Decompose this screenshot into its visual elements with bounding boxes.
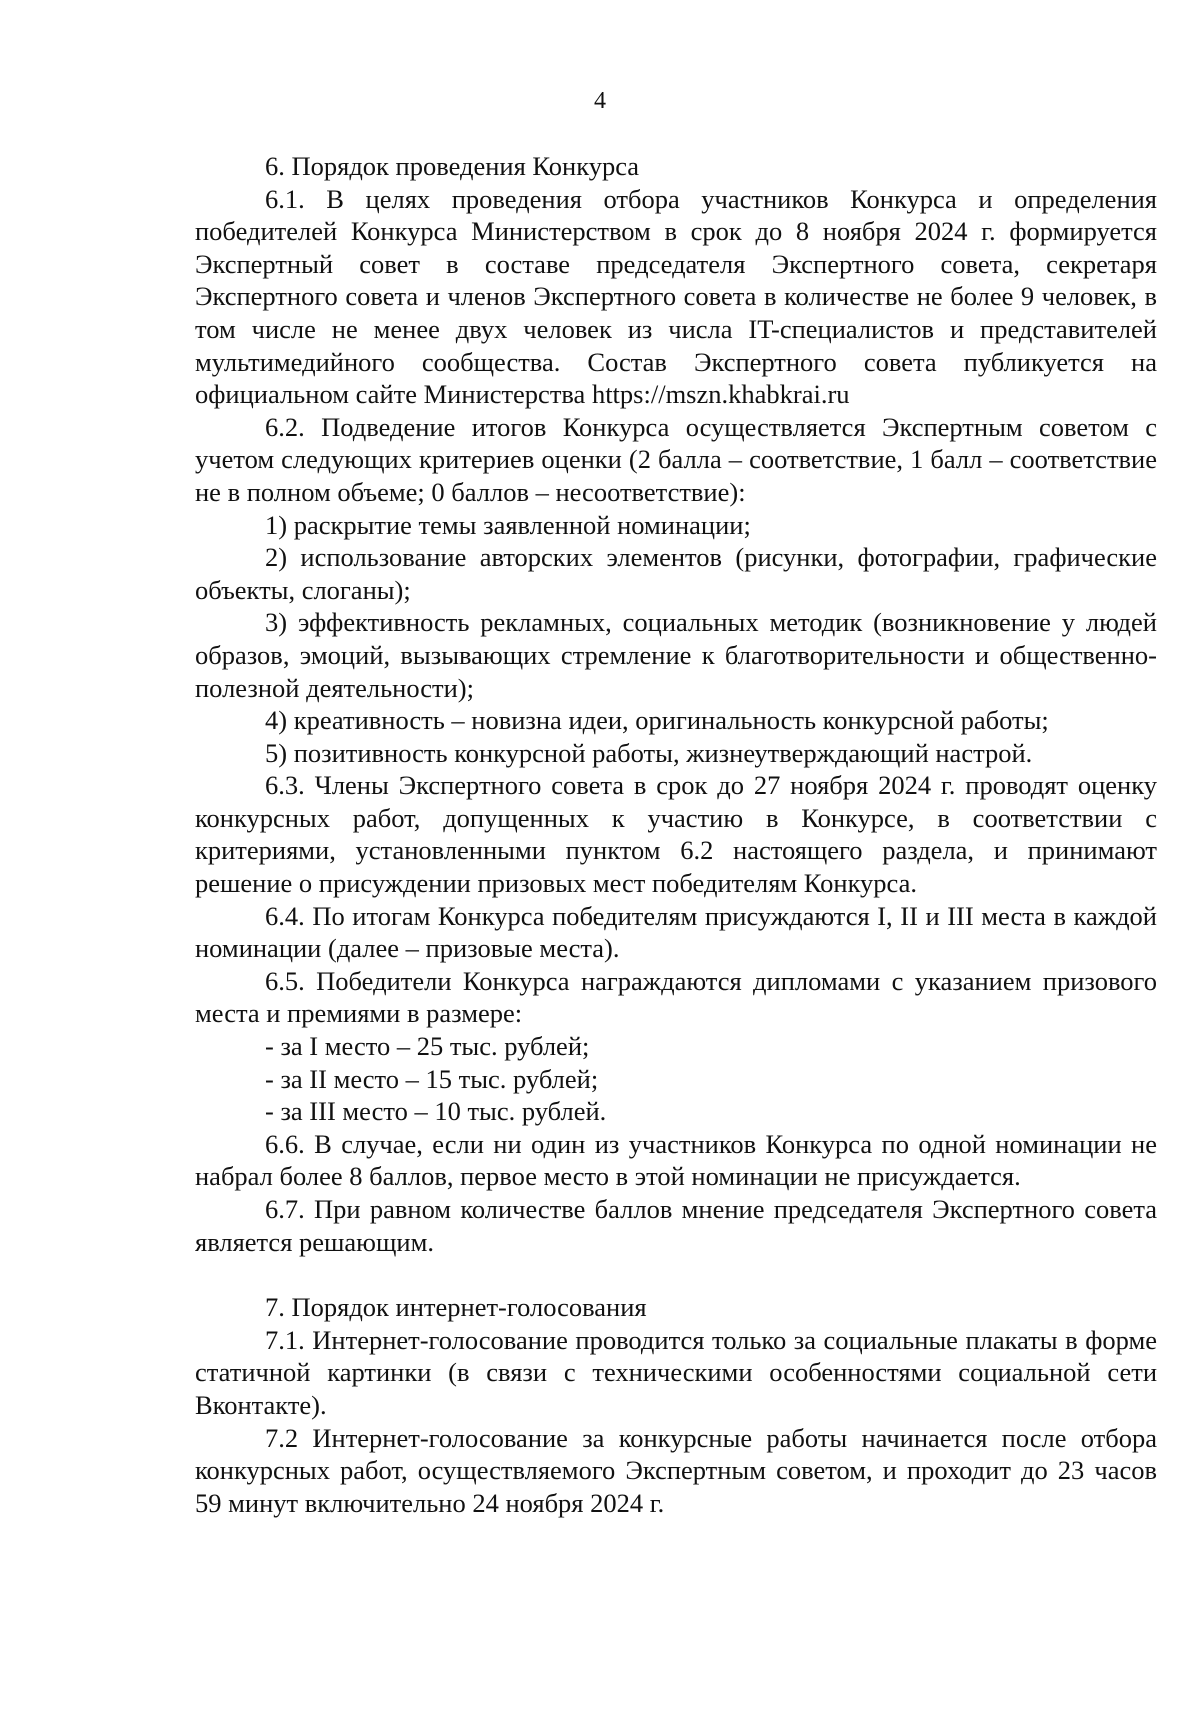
criterion-4: 4) креативность – новизна идеи, оригинальность конкурсной работы; — [265, 705, 1049, 736]
paragraph-6-2: 6.2. Подведение итогов Конкурса осуществляется Экспертным советом с учетом следующих критериев оценки (2 балла – соответствие, 1 балл – соответствие не в полном объеме; 0 баллов – несоответствие): — [195, 411, 1157, 507]
paragraph-6-6: 6.6. В случае, если ни один из участников Конкурса по одной номинации не набрал более 8 баллов, первое место в этой номинации не присуждается. — [195, 1128, 1157, 1192]
criterion-3: 3) эффективность рекламных, социальных методик (возникновение у людей образов, эмоций, вызывающих стремление к благотворительности и общественно-полезной деятельности); — [195, 607, 1157, 703]
paragraph-6-1: 6.1. В целях проведения отбора участников Конкурса и определения победителей Конкурса Министерством в срок до 8 ноября 2024 г. формируется Экспертный совет в составе председателя Экспертного совета, секретаря Экспертного совета и членов Экспертного совета в количестве не более 9 человек, в том числе не менее двух человек из числа IT-специалистов и представителей мультимедийного сообщества. Состав Экспертного совета публикуется на официальном сайте Министерства https://mszn.khabkrai.ru — [195, 183, 1157, 410]
paragraph-7-2: 7.2 Интернет-голосование за конкурсные работы начинается после отбора конкурсных работ, осуществляемого Экспертным советом, и проходит до 23 часов 59 минут включительно 24 ноября 2024 г. — [195, 1422, 1157, 1518]
criterion-1: 1) раскрытие темы заявленной номинации; — [265, 509, 751, 540]
section-heading-7: 7. Порядок интернет-голосования — [265, 1292, 647, 1323]
paragraph-6-3: 6.3. Члены Экспертного совета в срок до 27 ноября 2024 г. проводят оценку конкурсных работ, допущенных к участию в Конкурсе, в соответствии с критериями, установленными пунктом 6.2 настоящего раздела, и принимают решение о присуждении призовых мест победителям Конкурса. — [195, 770, 1157, 899]
paragraph-6-7: 6.7. При равном количестве баллов мнение председателя Экспертного совета является решающим. — [195, 1194, 1157, 1257]
page-number: 4 — [594, 88, 606, 114]
criterion-2: 2) использование авторских элементов (рисунки, фотографии, графические объекты, слоганы); — [195, 542, 1157, 605]
prize-item-2: - за II место – 15 тыс. рублей; — [265, 1063, 599, 1094]
paragraph-6-5: 6.5. Победители Конкурса награждаются дипломами с указанием призового места и премиями в размере: — [195, 965, 1157, 1029]
document-body — [195, 150, 1157, 1519]
paragraph-6-4: 6.4. По итогам Конкурса победителям присуждаются I, II и III места в каждой номинации (далее – призовые места). — [195, 900, 1157, 964]
paragraph-7-1: 7.1. Интернет-голосование проводится только за социальные плакаты в форме статичной картинки (в связи с техническими особенностями социальной сети Вконтакте). — [195, 1324, 1157, 1420]
section-heading-6: 6. Порядок проведения Конкурса — [265, 151, 640, 181]
prize-item-1: - за I место – 25 тыс. рублей; — [265, 1031, 590, 1062]
criterion-5: 5) позитивность конкурсной работы, жизнеутверждающий настрой. — [265, 737, 1033, 768]
prize-item-3: - за III место – 10 тыс. рублей. — [265, 1096, 607, 1127]
